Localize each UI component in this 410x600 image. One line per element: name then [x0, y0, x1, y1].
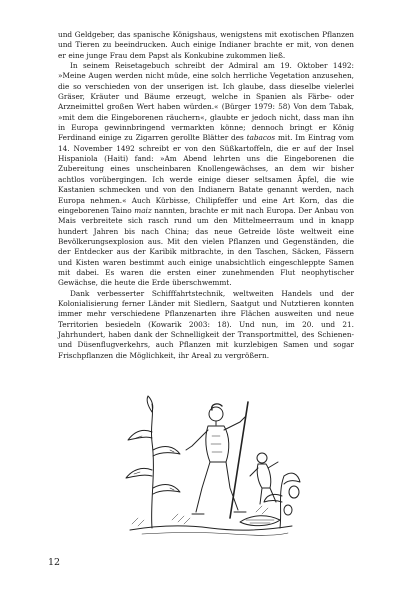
term-maiz: maiz: [134, 205, 152, 215]
engraving-figures-with-plants-icon: [112, 392, 308, 540]
paragraph-2-part-a: In seinem Reisetagebuch schreibt der Admiral am 19. Oktober 1492: »Meine Augen werden nicht müde, eine solch herrliche Vegetation anzusehen, die so verschieden von der unserigen ist. Ich glaube, dass dieselbe vielerlei Gräser, Kräuter und Bäume erzeugt, welche in Spanien als Färbe- oder Arzneimittel großen Wert haben würden.« (Bürger 1979: 58) Von dem Tabak, »mit dem die Eingeborenen räuchern«, glaubte er jedoch nicht, dass man ihn in Europa gewinnbringend vermarkten könne; dennoch bringt er König Ferdinand einige zu Zigarren gerollte Blätter des: [58, 61, 354, 143]
paragraph-2-part-c: nannten, brachte er mit nach Europa. Der Anbau von Mais verbreitete sich rasch rund um den Mittelmeerraum und in knapp hundert Jahren bis nach China; das neue Getreide löste weltweit eine Bevölkerungsexplosion aus. Mit den vielen Pflanzen und Gegenständen, die der Entdecker aus der Karibik mitbrachte, in den Taschen, Säcken, Fässern und Kisten waren bestimmt auch einige unabsichtlich eingeschleppte Samen mit dabei. Es waren die ersten einer zunehmenden Flut neophytischer Gewächse, die heute die Erde überschwemmt.: [58, 205, 354, 288]
paragraph-3: Dank verbesserter Schifffahrtstechnik, weltweiten Handels und der Kolonialisierung ferner Länder mit Siedlern, Saatgut und Nutztieren konnten immer mehr verschiedene Pflanzenarten ihre Flächen ausweiten und neue Territorien besiedeln (Kowarik 2003: 18). Und nun, im 20. und 21. Jahrhundert, haben dank der Schnelligkeit der Transportmittel, des Schienen- und Düsenflugverkehrs, auch Pflanzen mit kurzlebigen Samen und sogar Frischpflanzen die Möglichkeit, ihr Areal zu vergrößern.: [58, 288, 354, 360]
paragraph-2-part-b: mit. Im Eintrag vom 14. November 1492 schreibt er von den Süßkartoffeln, die er auf der Insel Hispaniola (Haiti) fand: »Am Abend lehrten uns die Eingeborenen die Zubereitung eines unscheinbaren Knollengewächses, an dem wir bisher achtlos vorübergingen. Ich werde einige dieser seltsamen Äpfel, die wie Kastanien schmecken und von den Indianern Batate genannt werden, nach Europa nehmen.« Auch Kürbisse, Chilipfeffer und eine Art Korn, das die eingeborenen Taino: [58, 133, 354, 215]
paragraph-1: und Geldgeber, das spanische Königshaus, wenigstens mit exotischen Pflanzen und Tieren zu beeindrucken. Auch einige Indianer brachte er mit, von denen er eine junge Frau dem Papst als Konkubine zukommen ließ.: [58, 30, 354, 60]
page-number: 12: [48, 557, 61, 568]
term-tabacos: tabacos: [246, 133, 276, 143]
page-body: [58, 30, 354, 361]
paragraph-2: [58, 61, 354, 289]
